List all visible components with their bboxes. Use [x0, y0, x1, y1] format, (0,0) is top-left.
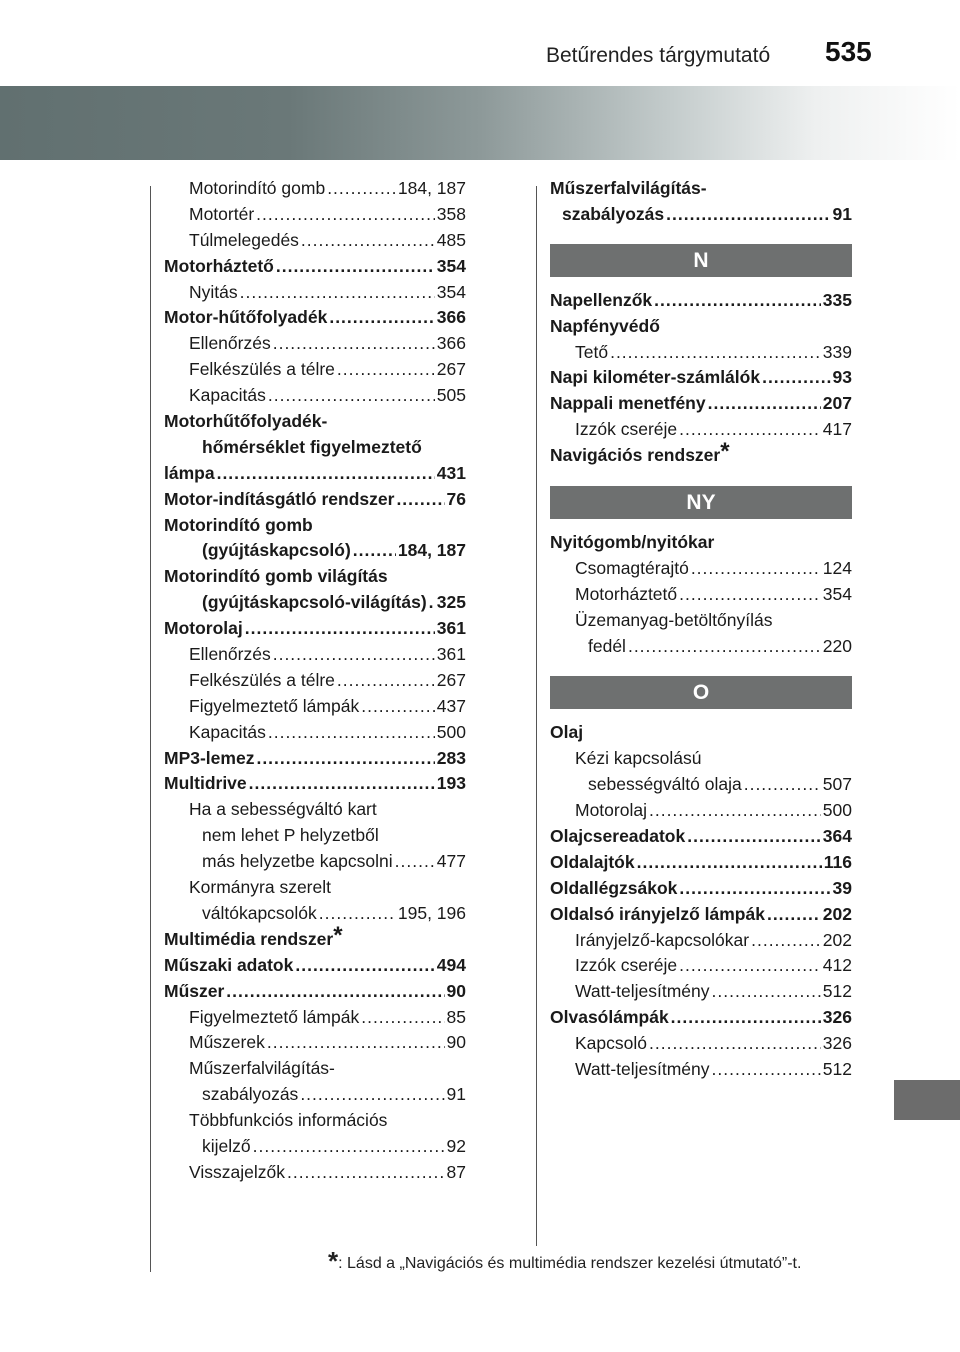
dot-leader — [712, 979, 821, 1005]
entry-term: Kézi kapcsolású — [575, 748, 702, 769]
dot-leader — [253, 1134, 445, 1160]
entry-page-ref: 85 — [446, 1006, 466, 1027]
dot-leader — [666, 202, 830, 228]
dot-leader — [329, 305, 434, 331]
page-number: 535 — [825, 36, 872, 67]
entry-term: Ha a sebességváltó kart — [189, 799, 377, 820]
entry-term: Olaj — [550, 722, 584, 743]
entry-page-ref: 505 — [436, 385, 466, 406]
dot-leader — [327, 176, 396, 202]
entry-page-ref: 267 — [436, 669, 466, 690]
entry-term: Kormányra szerelt — [189, 877, 331, 898]
entry-page-ref: 477 — [436, 851, 466, 872]
entry-term: Tető — [575, 341, 609, 362]
entry-term: Izzók cseréje — [575, 419, 678, 440]
entry-term: Olvasólámpák — [550, 1007, 669, 1028]
dot-leader — [267, 1030, 445, 1056]
entry-page-ref: 220 — [822, 635, 852, 656]
dot-leader — [287, 1160, 445, 1186]
index-entry — [164, 254, 466, 280]
entry-page-ref: 267 — [436, 359, 466, 380]
index-entry — [164, 513, 466, 539]
index-entry — [550, 417, 852, 443]
entry-term: lámpa — [164, 462, 215, 483]
entry-term: Motorindító gomb — [189, 178, 326, 198]
footnote-marker: * — [333, 921, 343, 949]
entry-term: Figyelmeztető lámpák — [189, 695, 360, 716]
dot-leader — [708, 391, 821, 417]
entry-term: kijelző — [202, 1135, 251, 1156]
dot-leader — [240, 280, 435, 306]
index-entry — [164, 383, 466, 409]
entry-term: Motorháztető — [164, 255, 274, 276]
entry-page-ref: 91 — [832, 203, 852, 224]
entry-term: Többfunkciós információs — [189, 1110, 388, 1131]
entry-term: Kapcsoló — [575, 1033, 647, 1054]
index-entry — [550, 1005, 852, 1031]
entry-term: más helyzetbe kapcsolni — [202, 851, 393, 872]
left-column-rule — [150, 186, 151, 1272]
entry-term: sebességváltó olaja — [588, 774, 742, 795]
index-entry — [550, 876, 852, 902]
dot-leader — [256, 202, 435, 228]
entry-term: Watt-teljesítmény — [575, 1059, 710, 1080]
index-entry — [550, 438, 852, 469]
index-entry — [164, 668, 466, 694]
dot-leader — [691, 556, 821, 582]
dot-leader — [712, 1057, 821, 1083]
dot-leader — [395, 849, 435, 875]
entry-term: Túlmelegedés — [189, 229, 299, 250]
entry-term: Műszer — [164, 980, 225, 1001]
entry-term: Multimédia rendszer — [164, 928, 334, 949]
entry-page-ref: 354 — [436, 255, 466, 276]
index-entry — [164, 461, 466, 487]
footnote-star: * — [328, 1246, 339, 1276]
dot-leader — [429, 590, 435, 616]
dot-leader — [268, 720, 435, 746]
entry-page-ref: 437 — [436, 695, 466, 716]
entry-term: Kapacitás — [189, 721, 266, 742]
dot-leader — [245, 616, 435, 642]
entry-page-ref: 93 — [832, 367, 852, 388]
entry-term: Műszerek — [189, 1032, 265, 1053]
entry-page-ref: 184, 187 — [397, 540, 466, 561]
index-entry — [550, 824, 852, 850]
entry-page-ref: 431 — [436, 462, 466, 483]
dot-leader — [361, 1005, 444, 1031]
entry-term: (gyújtáskapcsoló-világítás) — [202, 592, 427, 613]
index-entry — [550, 365, 852, 391]
entry-page-ref: 512 — [822, 981, 852, 1002]
entry-page-ref: 207 — [822, 393, 852, 414]
index-entry — [550, 202, 852, 228]
entry-term: szabályozás — [562, 203, 665, 224]
entry-page-ref: 412 — [822, 955, 852, 976]
entry-page-ref: 283 — [436, 747, 466, 768]
footnote — [328, 1246, 801, 1277]
entry-page-ref: 193 — [436, 773, 466, 794]
entry-term: Motor-hűtőfolyadék — [164, 307, 328, 328]
index-entry — [164, 590, 466, 616]
index-entry — [164, 564, 466, 590]
index-entry — [164, 875, 466, 901]
index-entry — [164, 771, 466, 797]
dot-leader — [226, 979, 444, 1005]
entry-page-ref: 366 — [436, 333, 466, 354]
entry-page-ref: 91 — [446, 1084, 466, 1105]
entry-term: Visszajelzők — [189, 1161, 285, 1182]
index-entry — [550, 314, 852, 340]
index-entry — [164, 1082, 466, 1108]
dot-leader — [337, 668, 435, 694]
dot-leader — [295, 953, 434, 979]
index-entry — [550, 530, 852, 556]
entry-term: Irányjelző-kapcsolókar — [575, 929, 750, 950]
index-entry — [550, 288, 852, 314]
section-letter-header: N — [550, 244, 852, 277]
index-entry — [550, 720, 852, 746]
index-entry — [550, 979, 852, 1005]
index-entry — [164, 409, 466, 435]
entry-page-ref: 364 — [822, 826, 852, 847]
entry-page-ref: 90 — [446, 980, 466, 1001]
header-band — [0, 86, 960, 160]
entry-term: Nyitás — [189, 281, 238, 302]
dot-leader — [256, 746, 434, 772]
entry-page-ref: 339 — [822, 341, 852, 362]
entry-term: nem lehet P helyzetből — [202, 825, 379, 846]
entry-term: Motorolaj — [164, 618, 243, 639]
entry-term: Motor-indításgátló rendszer — [164, 488, 395, 509]
entry-term: Izzók cseréje — [575, 955, 678, 976]
entry-term: Motorhűtőfolyadék- — [164, 411, 328, 432]
entry-term: Műszerfalvilágítás- — [550, 178, 707, 198]
dot-leader — [654, 288, 821, 314]
entry-term: MP3-lemez — [164, 747, 255, 768]
chapter-tab — [894, 1080, 960, 1120]
dot-leader — [361, 694, 435, 720]
index-entry — [550, 391, 852, 417]
entry-page-ref: 507 — [822, 774, 852, 795]
index-entry — [164, 1160, 466, 1186]
index-entry — [164, 202, 466, 228]
entry-term: szabályozás — [202, 1084, 299, 1105]
index-entry — [550, 176, 852, 202]
dot-leader — [319, 901, 396, 927]
entry-page-ref: 500 — [822, 800, 852, 821]
index-entry — [164, 1005, 466, 1031]
index-entry — [164, 331, 466, 357]
entry-term: Üzemanyag-betöltőnyílás — [575, 609, 773, 630]
dot-leader — [687, 824, 821, 850]
index-entry — [550, 1057, 852, 1083]
index-entry — [550, 1031, 852, 1057]
dot-leader — [649, 798, 821, 824]
dot-leader — [679, 953, 821, 979]
dot-leader — [249, 771, 435, 797]
index-entry — [550, 902, 852, 928]
entry-page-ref: 76 — [446, 488, 466, 509]
dot-leader — [649, 1031, 821, 1057]
entry-term: Motorindító gomb világítás — [164, 566, 388, 587]
index-entry — [550, 746, 852, 772]
entry-page-ref: 325 — [436, 592, 466, 613]
entry-term: Napfényvédő — [550, 315, 660, 336]
entry-term: Motorháztető — [575, 583, 678, 604]
entry-page-ref: 124 — [822, 557, 852, 578]
index-entry — [164, 616, 466, 642]
entry-page-ref: 202 — [822, 903, 852, 924]
index-entry — [164, 357, 466, 383]
entry-term: Nappali menetfény — [550, 393, 706, 414]
footnote-marker: * — [720, 438, 730, 466]
dot-leader — [637, 850, 822, 876]
index-entry — [550, 608, 852, 634]
entry-page-ref: 500 — [436, 721, 466, 742]
dot-leader — [679, 417, 821, 443]
index-entry — [164, 797, 466, 823]
index-entry — [550, 953, 852, 979]
dot-leader — [628, 634, 821, 660]
index-entry — [550, 772, 852, 798]
section-letter-header: O — [550, 676, 852, 709]
entry-term: Oldalsó irányjelző lámpák — [550, 903, 765, 924]
entry-term: fedél — [588, 635, 626, 656]
entry-page-ref: 417 — [822, 419, 852, 440]
footnote-text: : Lásd a „Navigációs és multimédia rendszer kezelési útmutató”-t. — [338, 1255, 802, 1272]
entry-term: Kapacitás — [189, 385, 266, 406]
index-entry — [164, 1134, 466, 1160]
dot-leader — [301, 228, 435, 254]
entry-term: Napellenzők — [550, 289, 653, 310]
index-entry — [164, 746, 466, 772]
index-entry — [550, 634, 852, 660]
entry-term: hőmérséklet figyelmeztető — [202, 436, 422, 457]
index-entry — [164, 901, 466, 927]
entry-page-ref: 326 — [822, 1007, 852, 1028]
entry-page-ref: 354 — [822, 583, 852, 604]
entry-page-ref: 358 — [436, 203, 466, 224]
index-entry — [164, 1108, 466, 1134]
section-title: Betűrendes tárgymutató — [546, 44, 771, 67]
dot-leader — [300, 1082, 444, 1108]
dot-leader — [767, 902, 821, 928]
entry-term: Oldalajtók — [550, 851, 635, 872]
entry-term: Multidrive — [164, 773, 247, 794]
entry-term: Watt-teljesítmény — [575, 981, 710, 1002]
dot-leader — [679, 876, 830, 902]
entry-term: Figyelmeztető lámpák — [189, 1006, 360, 1027]
index-entry — [164, 487, 466, 513]
dot-leader — [396, 487, 444, 513]
index-entry — [164, 228, 466, 254]
entry-page-ref: 512 — [822, 1059, 852, 1080]
entry-page-ref: 195, 196 — [397, 902, 466, 923]
dot-leader — [217, 461, 435, 487]
section-letter-header: NY — [550, 486, 852, 519]
dot-leader — [751, 928, 821, 954]
entry-page-ref: 354 — [436, 281, 466, 302]
index-entry — [164, 921, 466, 953]
entry-page-ref: 494 — [436, 954, 466, 975]
entry-page-ref: 361 — [436, 644, 466, 665]
index-entry — [164, 720, 466, 746]
entry-page-ref: 87 — [446, 1161, 466, 1182]
index-entry — [550, 798, 852, 824]
entry-term: Motorolaj — [575, 800, 647, 821]
entry-term: Felkészülés a télre — [189, 359, 335, 380]
dot-leader — [679, 582, 821, 608]
index-entry — [164, 953, 466, 979]
entry-page-ref: 326 — [822, 1033, 852, 1054]
entry-term: Napi kilométer-számlálók — [550, 367, 761, 388]
index-entry — [550, 850, 852, 876]
index-entry — [164, 979, 466, 1005]
index-entry — [164, 305, 466, 331]
entry-page-ref: 39 — [832, 877, 852, 898]
index-left-column — [164, 176, 466, 1186]
index-entry — [164, 435, 466, 461]
dot-leader — [671, 1005, 821, 1031]
dot-leader — [273, 331, 435, 357]
entry-page-ref: 335 — [822, 289, 852, 310]
entry-page-ref: 366 — [436, 307, 466, 328]
index-entry — [164, 176, 466, 202]
entry-term: Ellenőrzés — [189, 644, 271, 665]
entry-term: Motorindító gomb — [164, 514, 313, 535]
index-entry — [550, 928, 852, 954]
index-right-column — [550, 176, 852, 1083]
index-entry — [164, 1030, 466, 1056]
entry-page-ref: 90 — [446, 1032, 466, 1053]
dot-leader — [610, 340, 821, 366]
entry-term: Ellenőrzés — [189, 333, 271, 354]
entry-page-ref: 485 — [436, 229, 466, 250]
entry-page-ref: 92 — [446, 1135, 466, 1156]
entry-term: (gyújtáskapcsoló) — [202, 540, 351, 561]
entry-page-ref: 116 — [823, 851, 852, 872]
dot-leader — [276, 254, 435, 280]
dot-leader — [337, 357, 435, 383]
dot-leader — [353, 538, 396, 564]
entry-term: Oldallégzsákok — [550, 877, 678, 898]
dot-leader — [273, 642, 435, 668]
entry-term: Műszaki adatok — [164, 954, 294, 975]
entry-term: Olajcsereadatok — [550, 826, 686, 847]
index-entry — [550, 340, 852, 366]
index-entry — [164, 694, 466, 720]
dot-leader — [744, 772, 821, 798]
index-entry — [164, 280, 466, 306]
entry-page-ref: 202 — [822, 929, 852, 950]
entry-term: váltókapcsolók — [202, 902, 317, 923]
entry-term: Műszerfalvilágítás- — [189, 1058, 335, 1079]
dot-leader — [762, 365, 830, 391]
entry-term: Nyitógomb/nyitókar — [550, 532, 715, 553]
entry-page-ref: 184, 187 — [397, 178, 466, 198]
center-column-rule — [536, 186, 537, 1246]
index-entry — [164, 823, 466, 849]
index-entry — [164, 1056, 466, 1082]
entry-term: Csomagtérajtó — [575, 557, 689, 578]
entry-page-ref: 361 — [436, 618, 466, 639]
index-entry — [550, 582, 852, 608]
index-entry — [550, 556, 852, 582]
index-entry — [164, 849, 466, 875]
index-entry — [164, 642, 466, 668]
entry-term: Navigációs rendszer — [550, 445, 721, 466]
entry-term: Felkészülés a télre — [189, 669, 335, 690]
dot-leader — [268, 383, 435, 409]
index-entry — [164, 538, 466, 564]
entry-term: Motortér — [189, 203, 255, 224]
